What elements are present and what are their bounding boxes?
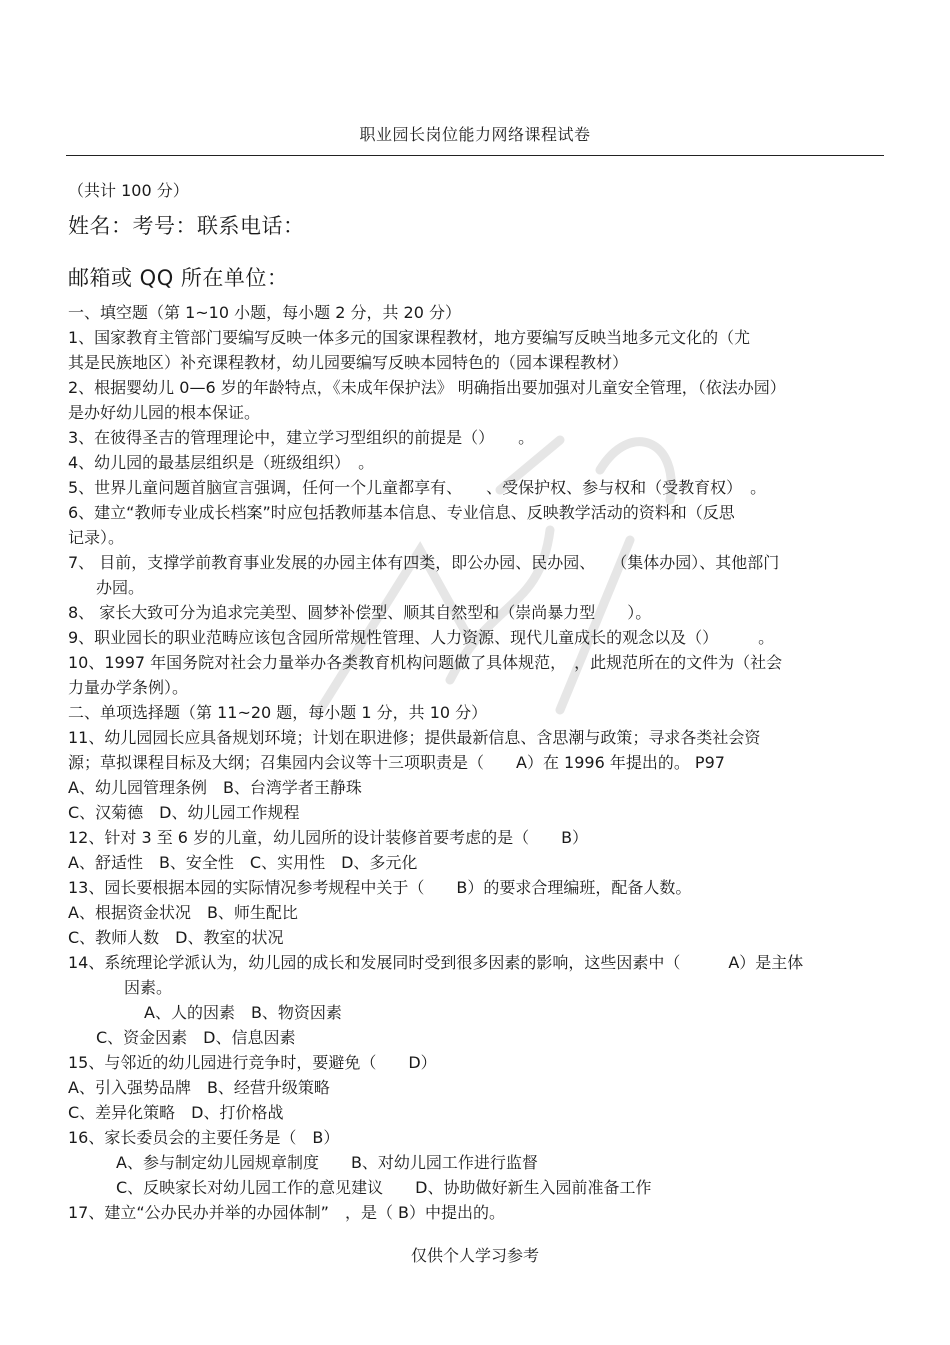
question-line: 17、建立“公办民办并举的办园体制” ，是（ B）中提出的。 xyxy=(68,1203,506,1222)
question-line: 9、职业园长的职业范畴应该包含园所常规性管理、人力资源、现代儿童成长的观念以及（） 。 xyxy=(68,628,775,647)
question-body xyxy=(68,300,883,1225)
option-line: A、引入强势品牌 B、经营升级策略 xyxy=(68,1078,330,1097)
question-line: 源；草拟课程目标及大纲；召集园内会议等十三项职责是（ A）在 1996 年提出的。 P97 xyxy=(68,753,725,772)
page-footer: 仅供个人学习参考 xyxy=(410,1246,539,1265)
question-line: 3、在彼得圣吉的管理理论中，建立学习型组织的前提是（） 。 xyxy=(68,428,535,447)
question-line: 2、根据婴幼儿 0—6 岁的年龄特点，《未成年保护法》 明确指出要加强对儿童安全管理，（依法办园） xyxy=(68,378,786,397)
question-line: 16、家长委员会的主要任务是（ B） xyxy=(68,1128,340,1147)
question-line: 7、 目前，支撑学前教育事业发展的办园主体有四类，即公办园、民办园、 （集体办园）、其他部门 xyxy=(68,553,780,572)
option-line: A、参与制定幼儿园规章制度 B、对幼儿园工作进行监督 xyxy=(116,1153,538,1172)
header-divider xyxy=(66,155,884,156)
question-line: 10、1997 年国务院对社会力量举办各类教育机构问题做了具体规范， ，此规范所在的文件为（社会 xyxy=(68,653,783,672)
question-line: 因素。 xyxy=(124,978,173,997)
name-line: 姓名：考号：联系电话： xyxy=(68,214,305,238)
question-line: 是办好幼儿园的根本保证。 xyxy=(68,403,261,422)
option-line: C、反映家长对幼儿园工作的意见建议 D、协助做好新生入园前准备工作 xyxy=(116,1178,652,1197)
question-line: 12、针对 3 至 6 岁的儿童，幼儿园所的设计装修首要考虑的是（ B） xyxy=(68,828,589,847)
question-line: 办园。 xyxy=(96,578,145,597)
question-line: 力量办学条例）。 xyxy=(68,678,189,697)
question-line: 1、国家教育主管部门要编写反映一体多元的国家课程教材，地方要编写反映当地多元文化的（尤 xyxy=(68,328,751,347)
question-line: 8、 家长大致可分为追求完美型、圆梦补偿型、顺其自然型和（崇尚暴力型 ）。 xyxy=(68,603,652,622)
question-line: 5、世界儿童问题首脑宣言强调，任何一个儿童都享有、 、受保护权、参与权和（受教育权） 。 xyxy=(68,478,767,497)
total-score: （共计 100 分） xyxy=(68,181,189,200)
section-heading: 一、填空题（第 1~10 小题，每小题 2 分，共 20 分） xyxy=(68,303,462,322)
option-line: A、人的因素 B、物资因素 xyxy=(144,1003,342,1022)
option-line: C、差异化策略 D、打价格战 xyxy=(68,1103,284,1122)
question-line: 记录）。 xyxy=(68,528,125,547)
email-line: 邮箱或 QQ 所在单位： xyxy=(68,266,289,290)
question-line: 其是民族地区）补充课程教材，幼儿园要编写反映本园特色的（园本课程教材） xyxy=(68,353,629,372)
section-heading: 二、单项选择题（第 11~20 题，每小题 1 分，共 10 分） xyxy=(68,703,488,722)
question-line: 6、建立“教师专业成长档案”时应包括教师基本信息、专业信息、反映教学活动的资料和（反思 xyxy=(68,503,735,522)
option-line: A、根据资金状况 B、师生配比 xyxy=(68,903,298,922)
question-line: 4、幼儿园的最基层组织是（班级组织） 。 xyxy=(68,453,375,472)
option-line: A、舒适性 B、安全性 C、实用性 D、多元化 xyxy=(68,853,418,872)
page-title: 职业园长岗位能力网络课程试卷 xyxy=(359,125,591,144)
question-line: 11、幼儿园园长应具备规划环境；计划在职进修；提供最新信息、含思潮与政策；寻求各类社会资 xyxy=(68,728,761,747)
option-line: C、资金因素 D、信息因素 xyxy=(96,1028,296,1047)
option-line: C、汉菊德 D、幼儿园工作规程 xyxy=(68,803,300,822)
question-line: 14、系统理论学派认为，幼儿园的成长和发展同时受到很多因素的影响，这些因素中（ A）是主体 xyxy=(68,953,804,972)
option-line: C、教师人数 D、教室的状况 xyxy=(68,928,284,947)
question-line: 13、园长要根据本园的实际情况参考规程中关于（ B）的要求合理编班，配备人数。 xyxy=(68,878,692,897)
question-line: 15、与邻近的幼儿园进行竞争时，要避免（ D） xyxy=(68,1053,437,1072)
option-line: A、幼儿园管理条例 B、台湾学者王静珠 xyxy=(68,778,362,797)
